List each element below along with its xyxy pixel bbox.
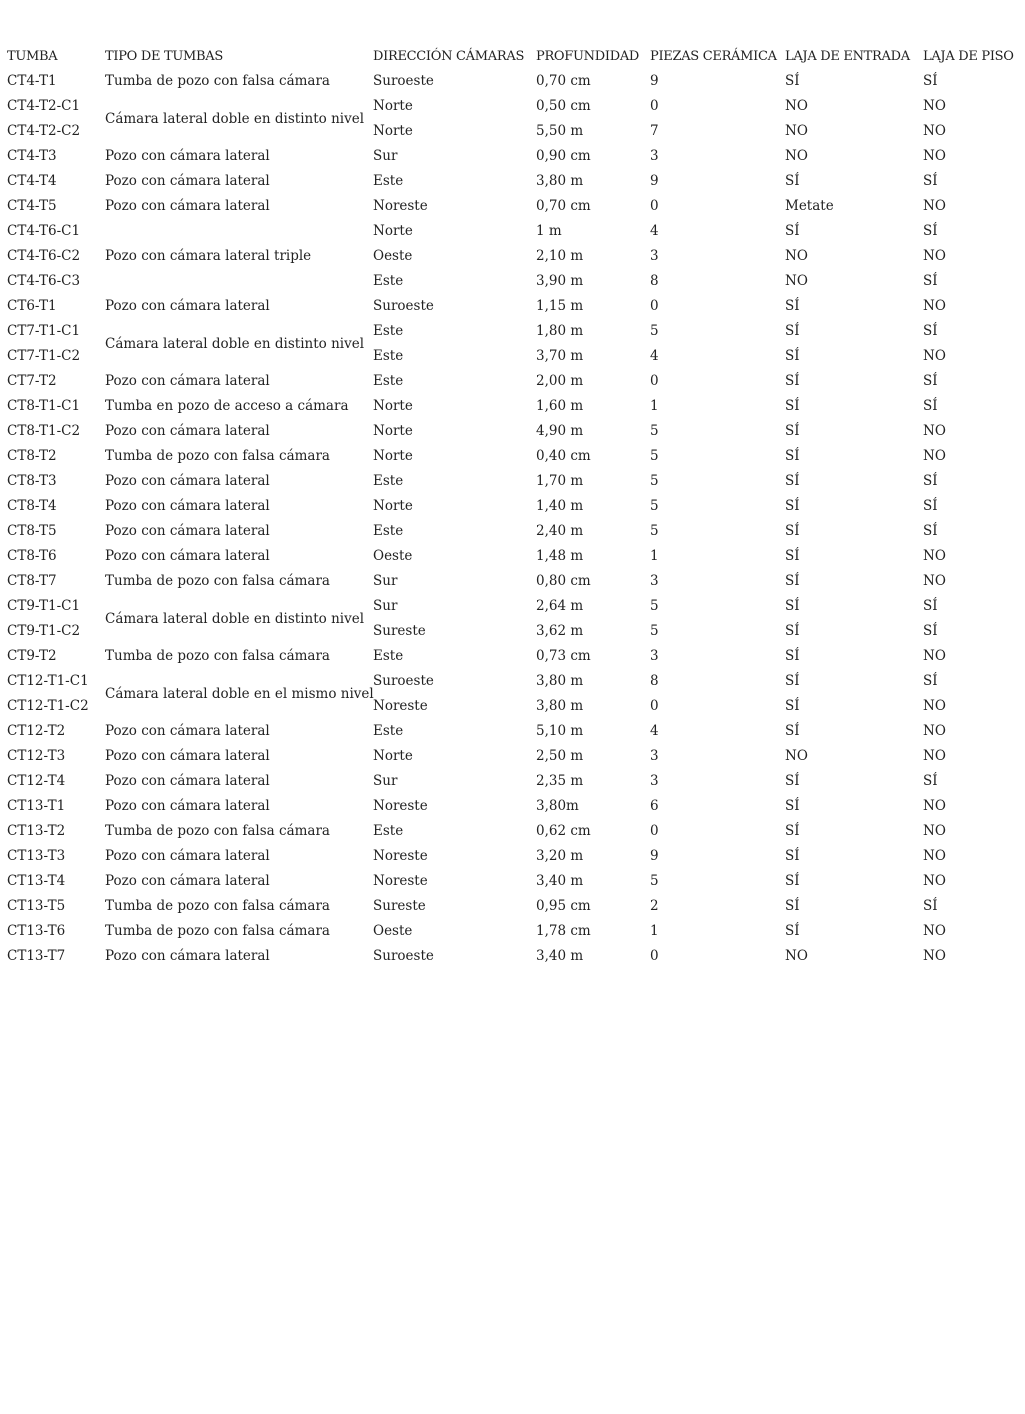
cell-tumba: CT4-T6-C2 (7, 248, 81, 264)
cell-tipo-de-tumba: Tumba de pozo con falsa cámara (105, 448, 330, 464)
cell-piezas-ceramica: 5 (650, 423, 659, 439)
cell-laja-de-piso: NO (923, 548, 946, 564)
cell-tumba: CT8-T6 (7, 548, 57, 564)
cell-tumba: CT7-T1-C1 (7, 323, 81, 339)
cell-profundidad: 3,70 m (536, 348, 584, 364)
cell-laja-de-piso: SÍ (923, 623, 938, 639)
cell-profundidad: 5,10 m (536, 723, 584, 739)
cell-piezas-ceramica: 0 (650, 948, 659, 964)
cell-direccion-camara: Norte (373, 748, 413, 764)
cell-laja-de-entrada: SÍ (785, 673, 800, 689)
cell-tipo-de-tumba: Pozo con cámara lateral (105, 423, 270, 439)
table-row (4, 94, 1023, 119)
cell-tipo-de-tumba: Pozo con cámara lateral (105, 873, 270, 889)
cell-piezas-ceramica: 5 (650, 498, 659, 514)
cell-direccion-camara: Suroeste (373, 673, 434, 689)
cell-laja-de-entrada: SÍ (785, 173, 800, 189)
cell-tumba: CT8-T5 (7, 523, 57, 539)
table-row (4, 594, 1023, 619)
table-row (4, 894, 1023, 919)
header-row (4, 44, 1023, 69)
cell-piezas-ceramica: 5 (650, 448, 659, 464)
cell-direccion-camara: Noreste (373, 198, 428, 214)
cell-laja-de-piso: NO (923, 698, 946, 714)
cell-tumba: CT6-T1 (7, 298, 57, 314)
cell-laja-de-piso: NO (923, 798, 946, 814)
cell-tipo-de-tumba: Pozo con cámara lateral (105, 523, 270, 539)
cell-direccion-camara: Norte (373, 498, 413, 514)
cell-laja-de-piso: SÍ (923, 273, 938, 289)
cell-tumba: CT13-T3 (7, 848, 66, 864)
cell-piezas-ceramica: 3 (650, 648, 659, 664)
cell-tumba: CT4-T1 (7, 73, 57, 89)
cell-profundidad: 3,80 m (536, 673, 584, 689)
cell-profundidad: 1,60 m (536, 398, 584, 414)
cell-profundidad: 5,50 m (536, 123, 584, 139)
cell-laja-de-entrada: SÍ (785, 298, 800, 314)
cell-piezas-ceramica: 4 (650, 723, 659, 739)
cell-direccion-camara: Sureste (373, 898, 426, 914)
cell-direccion-camara: Norte (373, 123, 413, 139)
cell-tipo-de-tumba: Pozo con cámara lateral (105, 198, 270, 214)
cell-direccion-camara: Norte (373, 398, 413, 414)
cell-laja-de-entrada: SÍ (785, 373, 800, 389)
cell-laja-de-entrada: NO (785, 148, 808, 164)
table-row (4, 569, 1023, 594)
cell-laja-de-entrada: SÍ (785, 823, 800, 839)
cell-tumba: CT8-T1-C1 (7, 398, 81, 414)
cell-tumba: CT13-T7 (7, 948, 66, 964)
cell-profundidad: 3,80 m (536, 698, 584, 714)
cell-laja-de-entrada: NO (785, 948, 808, 964)
cell-profundidad: 2,40 m (536, 523, 584, 539)
cell-piezas-ceramica: 8 (650, 673, 659, 689)
cell-direccion-camara: Este (373, 348, 404, 364)
cell-laja-de-piso: SÍ (923, 523, 938, 539)
table-row (4, 369, 1023, 394)
cell-piezas-ceramica: 5 (650, 323, 659, 339)
cell-direccion-camara: Sur (373, 148, 398, 164)
cell-piezas-ceramica: 1 (650, 923, 659, 939)
cell-tumba: CT8-T1-C2 (7, 423, 81, 439)
table-row (4, 644, 1023, 669)
table-row (4, 544, 1023, 569)
table-row (4, 519, 1023, 544)
cell-profundidad: 1,48 m (536, 548, 584, 564)
cell-laja-de-piso: NO (923, 248, 946, 264)
table-row (4, 719, 1023, 744)
cell-direccion-camara: Sur (373, 773, 398, 789)
table-row (4, 144, 1023, 169)
cell-tumba: CT4-T2-C2 (7, 123, 81, 139)
cell-tumba: CT4-T3 (7, 148, 57, 164)
cell-tipo-de-tumba: Pozo con cámara lateral (105, 373, 270, 389)
cell-piezas-ceramica: 5 (650, 473, 659, 489)
cell-profundidad: 4,90 m (536, 423, 584, 439)
cell-laja-de-piso: NO (923, 98, 946, 114)
cell-tumba: CT12-T2 (7, 723, 66, 739)
cell-direccion-camara: Este (373, 723, 404, 739)
cell-tipo-de-tumba: Pozo con cámara lateral (105, 798, 270, 814)
cell-laja-de-piso: NO (923, 348, 946, 364)
cell-laja-de-piso: SÍ (923, 773, 938, 789)
cell-piezas-ceramica: 9 (650, 73, 659, 89)
cell-direccion-camara: Norte (373, 98, 413, 114)
cell-profundidad: 2,50 m (536, 748, 584, 764)
cell-laja-de-entrada: SÍ (785, 348, 800, 364)
cell-laja-de-entrada: SÍ (785, 473, 800, 489)
cell-piezas-ceramica: 8 (650, 273, 659, 289)
cell-tipo-de-tumba: Pozo con cámara lateral (105, 548, 270, 564)
cell-laja-de-entrada: SÍ (785, 323, 800, 339)
cell-tumba: CT9-T2 (7, 648, 57, 664)
cell-profundidad: 3,90 m (536, 273, 584, 289)
cell-tipo-de-tumba: Pozo con cámara lateral (105, 848, 270, 864)
cell-tipo-de-tumba: Tumba de pozo con falsa cámara (105, 73, 330, 89)
cell-direccion-camara: Suroeste (373, 948, 434, 964)
cell-laja-de-piso: NO (923, 123, 946, 139)
cell-direccion-camara: Noreste (373, 798, 428, 814)
cell-tipo-de-tumba: Tumba de pozo con falsa cámara (105, 573, 330, 589)
table-row (4, 444, 1023, 469)
cell-laja-de-entrada: SÍ (785, 698, 800, 714)
cell-laja-de-entrada: SÍ (785, 898, 800, 914)
cell-piezas-ceramica: 0 (650, 198, 659, 214)
cell-direccion-camara: Noreste (373, 873, 428, 889)
cell-profundidad: 0,73 cm (536, 648, 591, 664)
cell-tipo-de-tumba: Tumba de pozo con falsa cámara (105, 648, 330, 664)
table-row (4, 219, 1023, 244)
cell-laja-de-entrada: SÍ (785, 723, 800, 739)
cell-profundidad: 2,35 m (536, 773, 584, 789)
cell-tipo-de-tumba: Pozo con cámara lateral (105, 148, 270, 164)
cell-laja-de-entrada: SÍ (785, 598, 800, 614)
table-row (4, 769, 1023, 794)
cell-laja-de-entrada: NO (785, 748, 808, 764)
cell-tumba: CT4-T6-C3 (7, 273, 81, 289)
table-row (4, 394, 1023, 419)
cell-laja-de-entrada: SÍ (785, 573, 800, 589)
cell-laja-de-piso: SÍ (923, 473, 938, 489)
table-row (4, 194, 1023, 219)
cell-direccion-camara: Este (373, 523, 404, 539)
table-row (4, 869, 1023, 894)
cell-profundidad: 2,10 m (536, 248, 584, 264)
cell-laja-de-entrada: SÍ (785, 73, 800, 89)
cell-piezas-ceramica: 5 (650, 623, 659, 639)
cell-direccion-camara: Sureste (373, 623, 426, 639)
table-header (4, 44, 1023, 69)
cell-tumba: CT7-T1-C2 (7, 348, 81, 364)
cell-tumba: CT9-T1-C2 (7, 623, 81, 639)
cell-laja-de-piso: NO (923, 748, 946, 764)
cell-laja-de-piso: NO (923, 723, 946, 739)
cell-tumba: CT8-T7 (7, 573, 57, 589)
table-row (4, 169, 1023, 194)
cell-tumba: CT13-T5 (7, 898, 66, 914)
cell-tumba: CT8-T4 (7, 498, 57, 514)
cell-tipo-de-tumba: Pozo con cámara lateral (105, 748, 270, 764)
cell-piezas-ceramica: 1 (650, 398, 659, 414)
cell-direccion-camara: Noreste (373, 848, 428, 864)
table-row (4, 919, 1023, 944)
cell-direccion-camara: Suroeste (373, 298, 434, 314)
cell-laja-de-piso: NO (923, 298, 946, 314)
cell-laja-de-piso: NO (923, 148, 946, 164)
cell-piezas-ceramica: 3 (650, 748, 659, 764)
cell-laja-de-entrada: SÍ (785, 848, 800, 864)
cell-tumba: CT12-T3 (7, 748, 66, 764)
cell-direccion-camara: Sur (373, 573, 398, 589)
cell-profundidad: 3,62 m (536, 623, 584, 639)
cell-laja-de-piso: NO (923, 198, 946, 214)
cell-tumba: CT13-T1 (7, 798, 66, 814)
cell-laja-de-entrada: NO (785, 98, 808, 114)
cell-laja-de-piso: NO (923, 423, 946, 439)
cell-direccion-camara: Noreste (373, 698, 428, 714)
cell-laja-de-entrada: SÍ (785, 398, 800, 414)
cell-laja-de-entrada: NO (785, 273, 808, 289)
cell-tumba: CT8-T3 (7, 473, 57, 489)
cell-laja-de-piso: NO (923, 848, 946, 864)
cell-tumba: CT4-T6-C1 (7, 223, 81, 239)
cell-tipo-de-tumba: Tumba en pozo de acceso a cámara (105, 398, 349, 414)
cell-laja-de-piso: SÍ (923, 498, 938, 514)
cell-profundidad: 3,80 m (536, 173, 584, 189)
cell-tumba: CT9-T1-C1 (7, 598, 81, 614)
cell-tipo-de-tumba: Pozo con cámara lateral (105, 473, 270, 489)
cell-tipo-de-tumba: Cámara lateral doble en distinto nivel (105, 110, 365, 127)
cell-profundidad: 2,64 m (536, 598, 584, 614)
cell-tumba: CT8-T2 (7, 448, 57, 464)
cell-piezas-ceramica: 7 (650, 123, 659, 139)
cell-profundidad: 3,80m (536, 798, 579, 814)
cell-tumba: CT13-T2 (7, 823, 66, 839)
cell-profundidad: 0,62 cm (536, 823, 591, 839)
cell-laja-de-entrada: SÍ (785, 448, 800, 464)
cell-profundidad: 0,50 cm (536, 98, 591, 114)
cell-piezas-ceramica: 2 (650, 898, 659, 914)
cell-laja-de-entrada: NO (785, 248, 808, 264)
cell-tumba: CT4-T2-C1 (7, 98, 81, 114)
cell-direccion-camara: Este (373, 823, 404, 839)
cell-direccion-camara: Sur (373, 598, 398, 614)
cell-direccion-camara: Este (373, 648, 404, 664)
cell-laja-de-piso: SÍ (923, 398, 938, 414)
cell-piezas-ceramica: 9 (650, 173, 659, 189)
cell-laja-de-piso: SÍ (923, 598, 938, 614)
cell-tipo-de-tumba: Tumba de pozo con falsa cámara (105, 823, 330, 839)
cell-laja-de-entrada: NO (785, 123, 808, 139)
table-row (4, 469, 1023, 494)
table-row (4, 819, 1023, 844)
cell-direccion-camara: Norte (373, 448, 413, 464)
cell-laja-de-entrada: SÍ (785, 548, 800, 564)
cell-laja-de-entrada: SÍ (785, 798, 800, 814)
cell-laja-de-entrada: SÍ (785, 223, 800, 239)
cell-tumba: CT12-T1-C2 (7, 698, 89, 714)
cell-direccion-camara: Este (373, 323, 404, 339)
cell-tipo-de-tumba: Tumba de pozo con falsa cámara (105, 898, 330, 914)
header-tumba: TUMBA (7, 49, 58, 64)
cell-laja-de-piso: SÍ (923, 373, 938, 389)
table-row (4, 69, 1023, 94)
cell-laja-de-piso: SÍ (923, 173, 938, 189)
cell-laja-de-piso: SÍ (923, 73, 938, 89)
cell-piezas-ceramica: 6 (650, 798, 659, 814)
cell-piezas-ceramica: 3 (650, 773, 659, 789)
cell-tipo-de-tumba: Pozo con cámara lateral (105, 298, 270, 314)
cell-tipo-de-tumba: Cámara lateral doble en distinto nivel (105, 610, 365, 627)
table-row (4, 294, 1023, 319)
cell-tipo-de-tumba: Pozo con cámara lateral (105, 173, 270, 189)
cell-piezas-ceramica: 4 (650, 348, 659, 364)
cell-tipo-de-tumba: Pozo con cámara lateral (105, 723, 270, 739)
cell-laja-de-piso: NO (923, 823, 946, 839)
cell-piezas-ceramica: 5 (650, 598, 659, 614)
table-row (4, 419, 1023, 444)
cell-laja-de-piso: NO (923, 448, 946, 464)
cell-piezas-ceramica: 0 (650, 698, 659, 714)
header-laja-de-piso: LAJA DE PISO (923, 49, 1014, 64)
cell-piezas-ceramica: 3 (650, 248, 659, 264)
cell-profundidad: 0,40 cm (536, 448, 591, 464)
cell-tumba: CT12-T1-C1 (7, 673, 89, 689)
cell-tipo-de-tumba: Cámara lateral doble en el mismo nivel (105, 685, 374, 702)
cell-piezas-ceramica: 3 (650, 148, 659, 164)
cell-direccion-camara: Este (373, 373, 404, 389)
cell-profundidad: 1,80 m (536, 323, 584, 339)
header-tipo-de-tumbas: TIPO DE TUMBAS (105, 49, 223, 64)
cell-laja-de-piso: SÍ (923, 323, 938, 339)
cell-profundidad: 2,00 m (536, 373, 584, 389)
cell-laja-de-entrada: SÍ (785, 648, 800, 664)
cell-laja-de-entrada: SÍ (785, 873, 800, 889)
cell-tumba: CT13-T6 (7, 923, 66, 939)
cell-profundidad: 0,80 cm (536, 573, 591, 589)
cell-direccion-camara: Suroeste (373, 73, 434, 89)
cell-laja-de-entrada: SÍ (785, 773, 800, 789)
cell-profundidad: 1,70 m (536, 473, 584, 489)
cell-profundidad: 3,40 m (536, 948, 584, 964)
cell-laja-de-piso: SÍ (923, 898, 938, 914)
table-row (4, 494, 1023, 519)
cell-profundidad: 1,78 cm (536, 923, 591, 939)
cell-laja-de-entrada: SÍ (785, 523, 800, 539)
cell-tumba: CT12-T4 (7, 773, 66, 789)
cell-piezas-ceramica: 0 (650, 373, 659, 389)
header-laja-de-entrada: LAJA DE ENTRADA (785, 49, 910, 64)
cell-piezas-ceramica: 5 (650, 523, 659, 539)
cell-profundidad: 1,15 m (536, 298, 584, 314)
cell-tumba: CT4-T5 (7, 198, 57, 214)
cell-profundidad: 0,90 cm (536, 148, 591, 164)
cell-direccion-camara: Este (373, 173, 404, 189)
cell-direccion-camara: Norte (373, 423, 413, 439)
table-row (4, 794, 1023, 819)
cell-piezas-ceramica: 3 (650, 573, 659, 589)
table-row (4, 944, 1023, 969)
cell-direccion-camara: Oeste (373, 923, 413, 939)
table-row (4, 744, 1023, 769)
cell-tumba: CT4-T4 (7, 173, 57, 189)
cell-profundidad: 0,70 cm (536, 198, 591, 214)
cell-profundidad: 1 m (536, 223, 562, 239)
cell-piezas-ceramica: 5 (650, 873, 659, 889)
cell-direccion-camara: Oeste (373, 548, 413, 564)
table-row (4, 669, 1023, 694)
cell-piezas-ceramica: 0 (650, 98, 659, 114)
cell-laja-de-entrada: SÍ (785, 498, 800, 514)
cell-tipo-de-tumba: Pozo con cámara lateral (105, 773, 270, 789)
header-piezas-ceramica: PIEZAS CERÁMICA (650, 49, 777, 64)
cell-profundidad: 0,95 cm (536, 898, 591, 914)
header-direccion-camaras: DIRECCIÓN CÁMARAS (373, 49, 525, 64)
cell-piezas-ceramica: 0 (650, 823, 659, 839)
cell-piezas-ceramica: 0 (650, 298, 659, 314)
cell-tipo-de-tumba: Pozo con cámara lateral (105, 948, 270, 964)
cell-piezas-ceramica: 9 (650, 848, 659, 864)
cell-laja-de-piso: SÍ (923, 223, 938, 239)
cell-direccion-camara: Este (373, 473, 404, 489)
cell-laja-de-piso: NO (923, 873, 946, 889)
table-body (4, 69, 1023, 969)
cell-laja-de-piso: NO (923, 573, 946, 589)
cell-piezas-ceramica: 4 (650, 223, 659, 239)
cell-direccion-camara: Este (373, 273, 404, 289)
cell-laja-de-entrada: SÍ (785, 623, 800, 639)
cell-profundidad: 1,40 m (536, 498, 584, 514)
table-row (4, 844, 1023, 869)
cell-laja-de-piso: NO (923, 948, 946, 964)
header-profundidad: PROFUNDIDAD (536, 49, 640, 64)
cell-profundidad: 3,40 m (536, 873, 584, 889)
cell-tipo-de-tumba: Tumba de pozo con falsa cámara (105, 923, 330, 939)
cell-laja-de-entrada: SÍ (785, 923, 800, 939)
cell-tumba: CT13-T4 (7, 873, 66, 889)
cell-laja-de-piso: NO (923, 923, 946, 939)
cell-direccion-camara: Norte (373, 223, 413, 239)
cell-direccion-camara: Oeste (373, 248, 413, 264)
cell-profundidad: 0,70 cm (536, 73, 591, 89)
cell-tipo-de-tumba: Cámara lateral doble en distinto nivel (105, 335, 365, 352)
cell-laja-de-entrada: SÍ (785, 423, 800, 439)
cell-tumba: CT7-T2 (7, 373, 57, 389)
cell-tipo-de-tumba: Pozo con cámara lateral triple (105, 248, 312, 264)
cell-tipo-de-tumba: Pozo con cámara lateral (105, 498, 270, 514)
cell-piezas-ceramica: 1 (650, 548, 659, 564)
cell-laja-de-piso: SÍ (923, 673, 938, 689)
table-row (4, 319, 1023, 344)
cell-laja-de-entrada: Metate (785, 198, 834, 214)
tombs-table (4, 44, 1023, 969)
cell-laja-de-piso: NO (923, 648, 946, 664)
cell-profundidad: 3,20 m (536, 848, 584, 864)
